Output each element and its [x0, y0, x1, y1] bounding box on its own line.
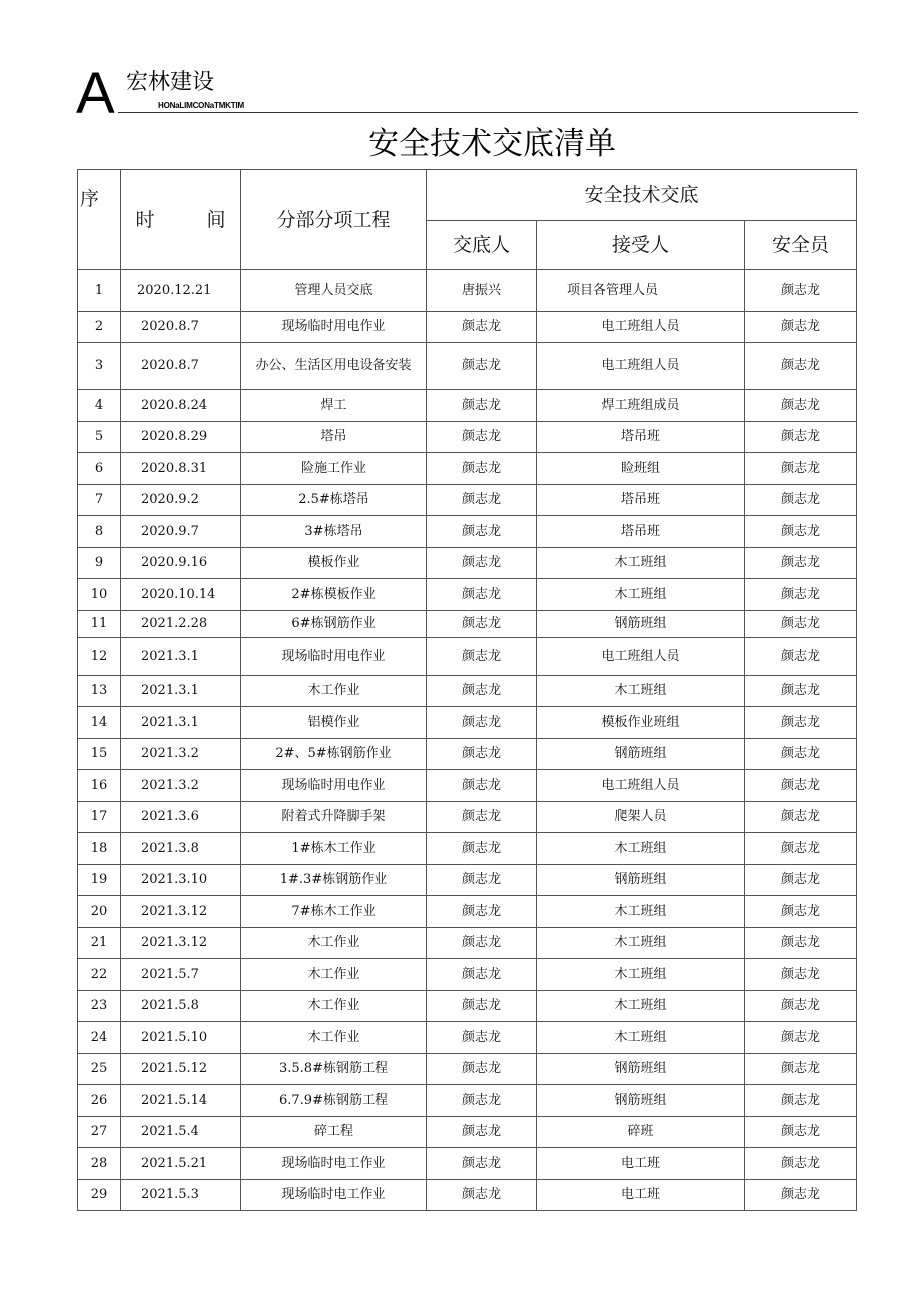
table-row — [78, 516, 857, 548]
table-row — [78, 390, 857, 422]
cell-date: 2020.9.7 — [121, 516, 241, 548]
header-safety: 安全员 — [745, 221, 857, 270]
cell-date: 2021.3.12 — [121, 928, 241, 959]
cell-safety: 颜志龙 — [745, 390, 857, 422]
cell-giver: 颜志龙 — [427, 896, 537, 928]
cell-receiver: 睑班组 — [537, 453, 745, 485]
header-time-a: 时 — [135, 208, 155, 231]
cell-receiver: 电工班组人员 — [537, 638, 745, 676]
cell-safety: 颜志龙 — [745, 611, 857, 638]
cell-date: 2021.5.21 — [121, 1148, 241, 1180]
cell-work: 管理人员交底 — [241, 270, 427, 312]
cell-giver: 颜志龙 — [427, 343, 537, 390]
table-body — [78, 270, 857, 1211]
cell-giver: 颜志龙 — [427, 453, 537, 485]
table-row — [78, 802, 857, 833]
cell-no: 1 — [78, 270, 121, 312]
cell-no: 6 — [78, 453, 121, 485]
header-receiver: 接受人 — [537, 221, 745, 270]
cell-no: 29 — [78, 1180, 121, 1211]
table-row — [78, 485, 857, 516]
table-row — [78, 1022, 857, 1054]
cell-safety: 颜志龙 — [745, 1148, 857, 1180]
cell-work: 2#、5#栋钢筋作业 — [241, 739, 427, 770]
cell-giver: 颜志龙 — [427, 865, 537, 896]
cell-no: 12 — [78, 638, 121, 676]
table-row — [78, 1117, 857, 1148]
document-title: 安全技术交底清单 — [368, 126, 616, 162]
cell-safety: 颜志龙 — [745, 312, 857, 343]
cell-date: 2020.8.31 — [121, 453, 241, 485]
cell-safety: 颜志龙 — [745, 1054, 857, 1085]
table-row — [78, 453, 857, 485]
cell-no: 5 — [78, 422, 121, 453]
header-giver: 交底人 — [427, 221, 537, 270]
cell-receiver: 木工班组 — [537, 991, 745, 1022]
safety-disclosure-table — [77, 169, 857, 1211]
table-row — [78, 312, 857, 343]
table-row — [78, 1054, 857, 1085]
cell-date: 2021.3.10 — [121, 865, 241, 896]
cell-safety: 颜志龙 — [745, 1022, 857, 1054]
cell-safety: 颜志龙 — [745, 707, 857, 739]
cell-no: 25 — [78, 1054, 121, 1085]
table-row — [78, 422, 857, 453]
cell-safety: 颜志龙 — [745, 1117, 857, 1148]
cell-receiver: 电工班组人员 — [537, 343, 745, 390]
cell-work: 木工作业 — [241, 1022, 427, 1054]
cell-date: 2020.10.14 — [121, 579, 241, 611]
table-row — [78, 959, 857, 991]
table-row — [78, 343, 857, 390]
cell-date: 2021.5.8 — [121, 991, 241, 1022]
cell-no: 16 — [78, 770, 121, 802]
cell-receiver: 碎班 — [537, 1117, 745, 1148]
table-row — [78, 676, 857, 707]
cell-safety: 颜志龙 — [745, 343, 857, 390]
cell-work: 现场临时电工作业 — [241, 1180, 427, 1211]
cell-receiver: 电工班组人员 — [537, 770, 745, 802]
cell-receiver: 钢筋班组 — [537, 1054, 745, 1085]
cell-giver: 颜志龙 — [427, 991, 537, 1022]
table-row — [78, 928, 857, 959]
cell-safety: 颜志龙 — [745, 516, 857, 548]
cell-receiver: 钢筋班组 — [537, 611, 745, 638]
cell-date: 2021.3.6 — [121, 802, 241, 833]
cell-receiver: 钢筋班组 — [537, 739, 745, 770]
cell-giver: 颜志龙 — [427, 1180, 537, 1211]
cell-giver: 颜志龙 — [427, 422, 537, 453]
cell-receiver: 木工班组 — [537, 833, 745, 865]
cell-date: 2021.3.1 — [121, 676, 241, 707]
cell-giver: 颜志龙 — [427, 959, 537, 991]
cell-date: 2020.12.21 — [121, 270, 241, 312]
cell-receiver: 电工班 — [537, 1180, 745, 1211]
cell-receiver: 木工班组 — [537, 548, 745, 579]
table-row — [78, 270, 857, 312]
cell-safety: 颜志龙 — [745, 865, 857, 896]
cell-safety: 颜志龙 — [745, 770, 857, 802]
header-time — [121, 170, 241, 270]
cell-work: 塔吊 — [241, 422, 427, 453]
table-row — [78, 611, 857, 638]
cell-work: 现场临时电工作业 — [241, 1148, 427, 1180]
cell-work: 木工作业 — [241, 928, 427, 959]
cell-giver: 颜志龙 — [427, 770, 537, 802]
table-row — [78, 833, 857, 865]
cell-safety: 颜志龙 — [745, 802, 857, 833]
cell-giver: 颜志龙 — [427, 548, 537, 579]
cell-safety: 颜志龙 — [745, 896, 857, 928]
cell-work: 7#栋木工作业 — [241, 896, 427, 928]
cell-date: 2021.5.7 — [121, 959, 241, 991]
cell-date: 2021.3.1 — [121, 638, 241, 676]
cell-receiver: 项目各管理人员 — [537, 270, 745, 312]
cell-work: 模板作业 — [241, 548, 427, 579]
cell-receiver: 塔吊班 — [537, 516, 745, 548]
company-name-cn: 宏林建设 — [126, 70, 215, 95]
cell-no: 19 — [78, 865, 121, 896]
cell-date: 2020.8.24 — [121, 390, 241, 422]
cell-no: 26 — [78, 1085, 121, 1117]
cell-safety: 颜志龙 — [745, 638, 857, 676]
cell-no: 24 — [78, 1022, 121, 1054]
cell-work: 2.5#栋塔吊 — [241, 485, 427, 516]
cell-no: 4 — [78, 390, 121, 422]
header-group: 安全技术交底 — [427, 170, 857, 221]
cell-safety: 颜志龙 — [745, 270, 857, 312]
cell-safety: 颜志龙 — [745, 453, 857, 485]
cell-giver: 颜志龙 — [427, 676, 537, 707]
cell-work: 焊工 — [241, 390, 427, 422]
table-row — [78, 1085, 857, 1117]
cell-no: 18 — [78, 833, 121, 865]
cell-date: 2021.5.12 — [121, 1054, 241, 1085]
cell-work: 6#栋钢筋作业 — [241, 611, 427, 638]
cell-safety: 颜志龙 — [745, 1085, 857, 1117]
cell-no: 23 — [78, 991, 121, 1022]
cell-giver: 颜志龙 — [427, 485, 537, 516]
header-seq: 序 — [78, 170, 121, 270]
cell-date: 2021.2.28 — [121, 611, 241, 638]
cell-receiver: 电工班 — [537, 1148, 745, 1180]
cell-work: 现场临时用电作业 — [241, 770, 427, 802]
cell-giver: 颜志龙 — [427, 1117, 537, 1148]
cell-receiver: 钢筋班组 — [537, 1085, 745, 1117]
cell-work: 木工作业 — [241, 991, 427, 1022]
cell-safety: 颜志龙 — [745, 548, 857, 579]
cell-receiver: 木工班组 — [537, 959, 745, 991]
table-row — [78, 579, 857, 611]
cell-no: 8 — [78, 516, 121, 548]
cell-receiver: 模板作业班组 — [537, 707, 745, 739]
cell-date: 2021.3.12 — [121, 896, 241, 928]
cell-receiver: 塔吊班 — [537, 422, 745, 453]
cell-date: 2020.8.29 — [121, 422, 241, 453]
cell-work: 办公、生活区用电设备安装 — [241, 343, 427, 390]
header-time-b: 间 — [206, 208, 226, 231]
cell-giver: 颜志龙 — [427, 638, 537, 676]
cell-no: 14 — [78, 707, 121, 739]
cell-safety: 颜志龙 — [745, 579, 857, 611]
cell-work: 3#栋塔吊 — [241, 516, 427, 548]
cell-work: 1#.3#栋钢筋作业 — [241, 865, 427, 896]
cell-date: 2020.8.7 — [121, 312, 241, 343]
cell-no: 2 — [78, 312, 121, 343]
cell-work: 6.7.9#栋钢筋工程 — [241, 1085, 427, 1117]
cell-giver: 颜志龙 — [427, 802, 537, 833]
cell-receiver: 塔吊班 — [537, 485, 745, 516]
cell-no: 11 — [78, 611, 121, 638]
table-row — [78, 1180, 857, 1211]
cell-receiver: 焊工班组成员 — [537, 390, 745, 422]
cell-receiver: 电工班组人员 — [537, 312, 745, 343]
cell-date: 2021.5.10 — [121, 1022, 241, 1054]
cell-receiver: 钢筋班组 — [537, 865, 745, 896]
cell-safety: 颜志龙 — [745, 485, 857, 516]
cell-date: 2021.3.2 — [121, 739, 241, 770]
table-row — [78, 991, 857, 1022]
cell-work: 险施工作业 — [241, 453, 427, 485]
cell-work: 铝模作业 — [241, 707, 427, 739]
cell-work: 木工作业 — [241, 959, 427, 991]
cell-work: 2#栋模板作业 — [241, 579, 427, 611]
cell-giver: 颜志龙 — [427, 928, 537, 959]
table-row — [78, 638, 857, 676]
cell-giver: 颜志龙 — [427, 312, 537, 343]
cell-giver: 颜志龙 — [427, 1022, 537, 1054]
cell-no: 9 — [78, 548, 121, 579]
cell-no: 17 — [78, 802, 121, 833]
company-name-en: HONaLIMCONaTMKTIM — [158, 101, 244, 110]
cell-safety: 颜志龙 — [745, 1180, 857, 1211]
cell-giver: 颜志龙 — [427, 707, 537, 739]
cell-no: 28 — [78, 1148, 121, 1180]
cell-no: 10 — [78, 579, 121, 611]
cell-date: 2021.3.2 — [121, 770, 241, 802]
cell-giver: 颜志龙 — [427, 1054, 537, 1085]
cell-no: 21 — [78, 928, 121, 959]
cell-safety: 颜志龙 — [745, 833, 857, 865]
cell-work: 3.5.8#栋钢筋工程 — [241, 1054, 427, 1085]
cell-no: 13 — [78, 676, 121, 707]
company-logo-mark: A — [76, 61, 115, 126]
table-row — [78, 770, 857, 802]
cell-date: 2021.5.4 — [121, 1117, 241, 1148]
header-rule — [118, 112, 858, 113]
cell-giver: 颜志龙 — [427, 516, 537, 548]
cell-giver: 颜志龙 — [427, 390, 537, 422]
cell-no: 20 — [78, 896, 121, 928]
cell-safety: 颜志龙 — [745, 422, 857, 453]
cell-date: 2021.5.3 — [121, 1180, 241, 1211]
cell-date: 2020.9.16 — [121, 548, 241, 579]
cell-safety: 颜志龙 — [745, 739, 857, 770]
cell-giver: 颜志龙 — [427, 833, 537, 865]
cell-receiver: 木工班组 — [537, 896, 745, 928]
table-row — [78, 865, 857, 896]
cell-no: 3 — [78, 343, 121, 390]
cell-safety: 颜志龙 — [745, 676, 857, 707]
cell-safety: 颜志龙 — [745, 928, 857, 959]
table-row — [78, 707, 857, 739]
table-row — [78, 548, 857, 579]
cell-giver: 颜志龙 — [427, 1085, 537, 1117]
cell-date: 2021.3.8 — [121, 833, 241, 865]
cell-giver: 颜志龙 — [427, 579, 537, 611]
table-row — [78, 896, 857, 928]
cell-date: 2020.8.7 — [121, 343, 241, 390]
cell-date: 2021.3.1 — [121, 707, 241, 739]
cell-receiver: 木工班组 — [537, 928, 745, 959]
cell-giver: 颜志龙 — [427, 611, 537, 638]
cell-work: 现场临时用电作业 — [241, 312, 427, 343]
table-row — [78, 739, 857, 770]
cell-work: 碎工程 — [241, 1117, 427, 1148]
table-row — [78, 1148, 857, 1180]
cell-no: 15 — [78, 739, 121, 770]
cell-giver: 颜志龙 — [427, 1148, 537, 1180]
cell-safety: 颜志龙 — [745, 959, 857, 991]
cell-no: 22 — [78, 959, 121, 991]
header-work: 分部分项工程 — [241, 170, 427, 270]
cell-work: 木工作业 — [241, 676, 427, 707]
cell-no: 27 — [78, 1117, 121, 1148]
cell-receiver: 木工班组 — [537, 1022, 745, 1054]
cell-giver: 颜志龙 — [427, 739, 537, 770]
cell-date: 2020.9.2 — [121, 485, 241, 516]
cell-receiver: 爬架人员 — [537, 802, 745, 833]
cell-receiver: 木工班组 — [537, 579, 745, 611]
cell-date: 2021.5.14 — [121, 1085, 241, 1117]
cell-no: 7 — [78, 485, 121, 516]
cell-work: 现场临时用电作业 — [241, 638, 427, 676]
cell-work: 1#栋木工作业 — [241, 833, 427, 865]
cell-giver: 唐振兴 — [427, 270, 537, 312]
cell-safety: 颜志龙 — [745, 991, 857, 1022]
cell-work: 附着式升降脚手架 — [241, 802, 427, 833]
cell-receiver: 木工班组 — [537, 676, 745, 707]
